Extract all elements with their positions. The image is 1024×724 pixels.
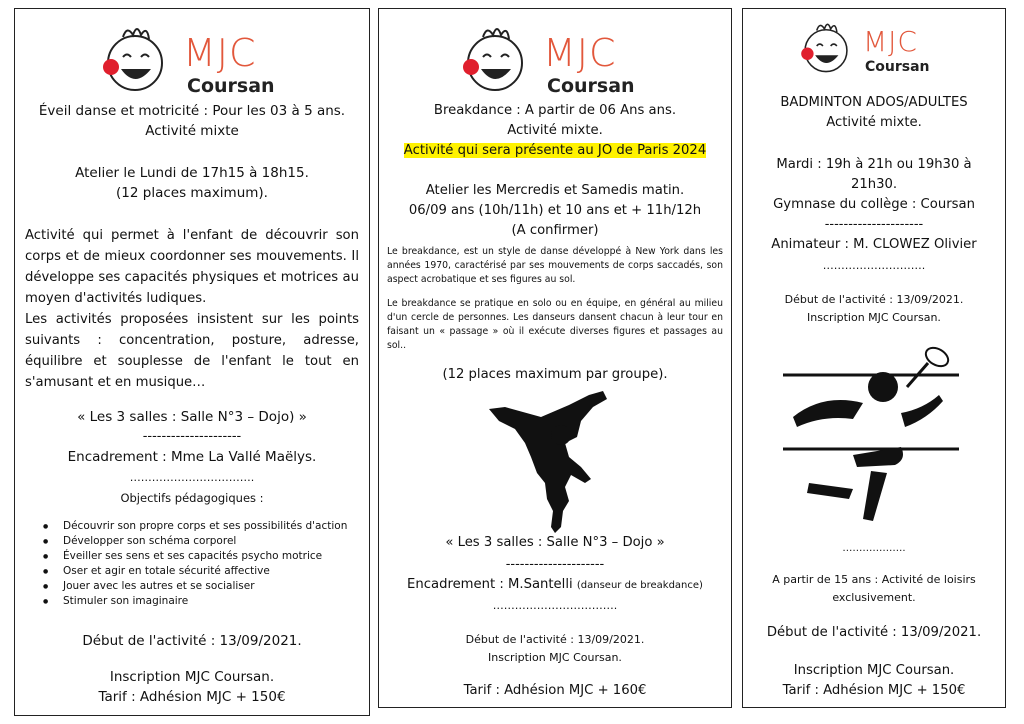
activity-title: Breakdance : A partir de 06 Ans ans. [433, 103, 677, 118]
schedule-text: Atelier les Mercredis et Samedis matin. [425, 183, 685, 198]
encadrement-line [379, 577, 731, 592]
separator-dots: ……………………………. [129, 471, 255, 484]
inscription-text-2: Inscription MJC Coursan. [793, 663, 955, 678]
breakdance-paragraph-2: Le breakdance se pratique en solo ou en équipe, en général au milieu d'un cercle de personnes. Les danseurs dansent chacun à leur tour en faisant un « passage » où il exécute diverses figures et passages au sol.. [387, 298, 723, 351]
breakdance-paragraph-1: Le breakdance, est un style de danse développé à New York dans les années 1970, caractérisé par ses mouvements de corps saccadés, son aspect acrobatique et ses figures au sol. [387, 246, 723, 285]
badminton-pictogram-icon [783, 343, 963, 533]
list-item: ● Jouer avec les autres et se socialiser [39, 579, 347, 594]
panel-eveil-danse [14, 8, 370, 716]
jo-highlight-text: Activité qui sera présente au JO de Paris 2024 [403, 143, 707, 158]
inscription-text: Inscription MJC Coursan. [488, 651, 622, 664]
encadrement-text: Encadrement : M.Santelli [407, 577, 573, 592]
logo-town-text: Coursan [187, 75, 275, 97]
places-text: (12 places maximum). [116, 185, 268, 201]
schedule-text: Mardi : 19h à 21h ou 19h30 à [776, 157, 972, 172]
list-item: ● Éveiller ses sens et ses capacités psycho motrice [39, 549, 347, 564]
encadrement-note: (danseur de breakdance) [576, 580, 703, 591]
age-text-2: exclusivement. [832, 591, 916, 604]
salles-text: « Les 3 salles : Salle N°3 – Dojo » [445, 535, 665, 550]
schedule-text: Atelier le Lundi de 17h15 à 18h15. [75, 165, 309, 181]
schedule-groups: 06/09 ans (10h/11h) et 10 ans et + 11h/12h [408, 203, 702, 218]
confirm-text: (A confirmer) [511, 223, 599, 238]
separator-dashes: --------------------- [824, 217, 924, 232]
age-text: A partir de 15 ans : Activité de loisirs [772, 573, 976, 586]
debut-text-2: Début de l'activité : 13/09/2021. [766, 625, 982, 640]
inscription-text: Inscription MJC Coursan. [109, 669, 275, 685]
logo-mjc-text: MJC [543, 31, 617, 75]
list-item: ● Oser et agir en totale sécurité affective [39, 564, 347, 579]
objectifs-list [39, 519, 347, 609]
smiling-child-face-icon [455, 17, 535, 97]
logo-town-text: Coursan [547, 75, 635, 97]
separator-dots: ……………………………. [492, 599, 618, 612]
animateur-text: Animateur : M. CLOWEZ Olivier [771, 237, 977, 252]
activity-title: Éveil danse et motricité : Pour les 03 à 5 ans. [38, 103, 346, 119]
mjc-logo [95, 17, 295, 97]
salles-text: « Les 3 salles : Salle N°3 – Dojo) » [77, 409, 307, 425]
list-item: ● Découvrir son propre corps et ses possibilités d'action [39, 519, 347, 534]
description-paragraph-2: Les activités proposées insistent sur les points suivants : concentration, posture, adresse, équilibre et souplesse de l'enfant le tout en s'amusant et en musique… [25, 312, 359, 390]
debut-text: Début de l'activité : 13/09/2021. [784, 293, 964, 306]
logo-mjc-text: MJC [863, 25, 918, 58]
panel-breakdance [378, 8, 732, 708]
activity-mixte: Activité mixte. [826, 115, 922, 130]
mjc-logo [455, 17, 655, 97]
separator-dots-2: ………………. [842, 543, 906, 554]
debut-text: Début de l'activité : 13/09/2021. [465, 633, 645, 646]
activity-mixte: Activité mixte [145, 123, 239, 139]
list-item: ● Stimuler son imaginaire [39, 594, 347, 609]
logo-town-text: Coursan [865, 59, 930, 75]
tarif-text: Tarif : Adhésion MJC + 150€ [782, 683, 966, 698]
smiling-child-face-icon [795, 15, 857, 77]
list-item: ● Développer son schéma corporel [39, 534, 347, 549]
smiling-child-face-icon [95, 17, 175, 97]
inscription-text: Inscription MJC Coursan. [807, 311, 941, 324]
mjc-logo [795, 15, 955, 79]
debut-text: Début de l'activité : 13/09/2021. [82, 633, 302, 649]
tarif-text: Tarif : Adhésion MJC + 160€ [463, 683, 647, 698]
places-text: (12 places maximum par groupe). [442, 367, 668, 382]
description-paragraph: Activité qui permet à l'enfant de découvrir son corps et de mieux coordonner ses mouvements. Il développe ses capacités physiques et motrices au moyen d'activités ludiques. [25, 228, 359, 306]
separator-dots: ………………………. [822, 259, 926, 272]
objectifs-title: Objectifs pédagogiques : [120, 491, 264, 505]
schedule-text-2: 21h30. [850, 177, 898, 192]
encadrement-text: Encadrement : Mme La Vallé Maëlys. [67, 449, 317, 465]
activity-title: BADMINTON ADOS/ADULTES [780, 95, 968, 110]
separator-dashes: --------------------- [142, 429, 242, 444]
activity-mixte: Activité mixte. [507, 123, 603, 138]
separator-dashes: --------------------- [505, 557, 605, 572]
tarif-text: Tarif : Adhésion MJC + 150€ [98, 689, 286, 705]
lieu-text: Gymnase du collège : Coursan [773, 197, 975, 212]
panel-badminton [742, 8, 1006, 708]
breakdancer-silhouette-icon [485, 387, 615, 537]
jo-highlight [379, 143, 731, 158]
logo-mjc-text: MJC [183, 31, 257, 75]
